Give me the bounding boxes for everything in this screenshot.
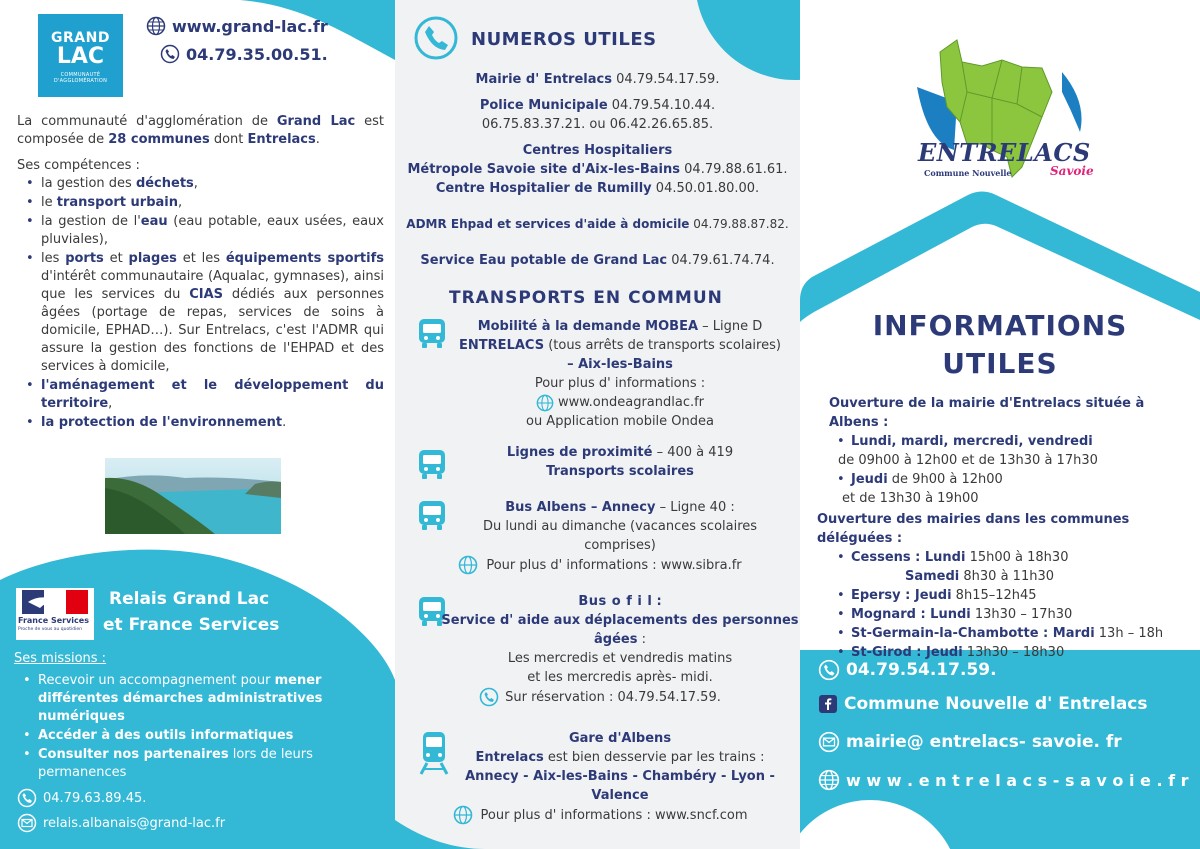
bold-text: la protection de l'environnement xyxy=(41,415,283,430)
text xyxy=(905,567,1197,586)
missions-label: Ses missions : xyxy=(14,651,107,666)
text xyxy=(440,462,800,481)
text: : xyxy=(656,594,662,609)
france-services-logo xyxy=(16,588,94,640)
text: , xyxy=(177,195,183,210)
bold-text: l'aménagement et le développement du territoire xyxy=(41,378,384,411)
text: – Aix-les-Bains xyxy=(567,357,673,372)
bold-text: plages xyxy=(128,251,177,266)
entrelacs-logo-sub: Commune Nouvelle xyxy=(924,168,1012,178)
deleguees-hours xyxy=(817,510,1197,662)
grand-lac-phone[interactable]: 04.79.35.00.51. xyxy=(186,44,328,64)
text xyxy=(440,317,800,336)
text: de 09h00 à 12h00 et de 13h30 à 17h30 xyxy=(838,453,1098,468)
france-services-tagline: Proche de vous au quotidien xyxy=(18,627,83,632)
relais-phone-line[interactable] xyxy=(17,788,146,808)
bold-text: Cessens : Lundi xyxy=(851,550,966,565)
text: Annecy - Aix-les-Bains - Chambéry - Lyon - Valence xyxy=(465,769,775,803)
text xyxy=(440,748,800,767)
proximite-entry xyxy=(440,443,800,481)
text: Recevoir un accompagnement pour xyxy=(38,673,275,688)
text: Mairie d' Entrelacs xyxy=(475,72,612,87)
missions-section xyxy=(14,650,344,783)
police-entry xyxy=(395,96,800,134)
bold-text: transport urbain xyxy=(56,195,178,210)
entrelacs-logo xyxy=(912,32,1092,187)
phone-icon xyxy=(160,44,180,64)
text: 04.79.61.74.74. xyxy=(667,253,775,268)
text: et xyxy=(103,251,129,266)
logo-line-lac: LAC xyxy=(56,44,105,69)
entrelacs-website-line[interactable] xyxy=(818,769,1189,791)
ondea-website[interactable]: www.ondeagrandlac.fr xyxy=(557,395,705,410)
list-item xyxy=(41,377,384,413)
text: 04.79.54.17.59. xyxy=(611,72,720,87)
text: 04.50.01.80.00. xyxy=(651,181,760,196)
text: Service Eau potable de Grand Lac xyxy=(420,253,668,268)
facebook-page[interactable]: Commune Nouvelle d' Entrelacs xyxy=(844,694,1148,714)
text: ADMR Ehpad et services d'aide à domicile xyxy=(406,217,690,231)
sibra-info[interactable]: Pour plus d' informations : www.sibra.fr xyxy=(486,557,742,573)
facebook-line[interactable] xyxy=(818,694,1148,714)
text: Bus Albens – Annecy xyxy=(505,500,656,515)
text: 04.79.88.87.82. xyxy=(689,217,789,231)
entrelacs-website[interactable]: w w w . e n t r e l a c s - s a v o i e . f r xyxy=(846,770,1189,790)
text: Métropole Savoie site d'Aix-les-Bains xyxy=(407,162,681,177)
text: Ouverture de la mairie d'Entrelacs située à Albens : xyxy=(829,396,1145,430)
text: Centres Hospitaliers xyxy=(522,143,673,158)
bold-text: Lundi, mardi, mercredi, vendredi xyxy=(851,434,1093,449)
text xyxy=(440,443,800,462)
text xyxy=(395,160,800,179)
mairie-email[interactable]: mairie@ entrelacs- savoie. fr xyxy=(846,732,1122,752)
bold-text: ports xyxy=(65,251,104,266)
bold-text: St-Germain-la-Chambotte : Mardi xyxy=(851,626,1095,641)
france-services-name: France Services xyxy=(18,616,89,625)
bold-text: Accéder à des outils informatiques xyxy=(38,728,294,743)
list-item xyxy=(851,470,1189,489)
text xyxy=(395,179,800,198)
text: – Ligne 40 : xyxy=(655,500,735,515)
phone-icon xyxy=(818,659,840,681)
intro-bold: Entrelacs xyxy=(247,132,316,147)
globe-icon xyxy=(146,16,166,36)
text: 13h – 18h xyxy=(1094,626,1164,641)
relais-email[interactable]: relais.albanais@grand-lac.fr xyxy=(43,815,226,831)
text: 15h00 à 18h30 xyxy=(965,550,1069,565)
phone-circle-icon xyxy=(413,15,459,61)
list-item xyxy=(38,727,344,745)
bold-text: CIAS xyxy=(189,287,224,302)
text: : xyxy=(637,632,646,647)
busofil-reservation[interactable]: Sur réservation : 04.79.54.17.59. xyxy=(505,689,721,705)
intro-bold: Grand Lac xyxy=(276,114,356,129)
text xyxy=(440,611,800,649)
lake-photo xyxy=(105,458,281,534)
list-item xyxy=(41,175,384,193)
text: Samedi xyxy=(905,569,960,584)
busofil-entry xyxy=(440,592,800,707)
intro-text: La communauté d'agglomération de xyxy=(17,114,277,129)
bold-text: eau xyxy=(140,214,168,229)
list-item xyxy=(38,746,344,782)
admr-entry xyxy=(395,215,800,234)
mairie-phone-line[interactable] xyxy=(818,659,997,681)
bold-text: St-Girod : Jeudi xyxy=(851,645,963,660)
phone-icon xyxy=(479,687,499,707)
bold-text: Mognard : Lundi xyxy=(851,607,971,622)
text: Du lundi au dimanche (vacances scolaires comprises) xyxy=(482,519,758,553)
sncf-info[interactable]: Pour plus d' informations : www.sncf.com xyxy=(480,807,748,823)
globe-icon xyxy=(536,394,554,412)
text: Service d' aide aux déplacements des personnes âgées xyxy=(441,613,799,647)
text: 13h30 – 18h30 xyxy=(962,645,1065,660)
albens-hours xyxy=(829,394,1189,508)
bold-text: Jeudi xyxy=(851,472,888,487)
list-item xyxy=(851,586,1197,605)
text xyxy=(440,393,800,412)
text: Lignes de proximité xyxy=(506,445,653,460)
text: lors de leurs permanences xyxy=(38,747,313,780)
text: – 400 à 419 xyxy=(652,445,734,460)
text xyxy=(440,498,800,517)
text: 13h30 – 17h30 xyxy=(970,607,1073,622)
phone-icon xyxy=(17,788,37,808)
bold-text: équipements sportifs xyxy=(225,251,384,266)
text: d'intérêt communautaire (Aqualac, gymnases), ainsi que les services du xyxy=(41,269,384,302)
grand-lac-website-line[interactable] xyxy=(146,16,328,36)
text: Transports scolaires xyxy=(546,464,694,479)
info-title-line2: UTILES xyxy=(942,347,1058,380)
globe-icon xyxy=(453,805,473,825)
bold-text: Consulter nos partenaires xyxy=(38,747,229,762)
facebook-icon xyxy=(818,694,838,714)
grand-lac-logo xyxy=(38,14,123,97)
relais-title-line2: et France Services xyxy=(103,615,280,635)
text: (tous arrêts de transports scolaires) xyxy=(544,338,781,353)
list-item xyxy=(38,672,344,726)
text xyxy=(440,355,800,374)
competences-list xyxy=(41,175,384,432)
text: Pour plus d' informations : xyxy=(534,376,706,391)
mairie-entry xyxy=(395,70,800,89)
text xyxy=(440,729,800,748)
intro-bold: 28 communes xyxy=(108,132,210,147)
text: Les mercredis et vendredis matins xyxy=(507,651,733,666)
text xyxy=(400,805,800,825)
bold-text: Epersy : Jeudi xyxy=(851,588,952,603)
globe-icon xyxy=(458,555,478,575)
text xyxy=(395,141,800,160)
relais-title xyxy=(103,586,279,638)
text xyxy=(817,510,1197,548)
text: ou Application mobile Ondea xyxy=(525,414,714,429)
intro-text: dont xyxy=(209,132,248,147)
list-item xyxy=(41,414,384,432)
competences-label: Ses compétences : xyxy=(17,158,140,173)
text: 04.79.54.10.44. xyxy=(607,98,716,113)
text xyxy=(829,394,1189,432)
list-item xyxy=(851,624,1197,643)
eau-entry xyxy=(395,251,800,270)
text xyxy=(400,687,800,707)
list-item xyxy=(851,432,1189,451)
hospitaliers-entry xyxy=(395,141,800,198)
missions-list xyxy=(38,672,344,782)
logo-line-communaute: COMMUNAUTÉ D'AGGLOMÉRATION xyxy=(53,72,108,84)
globe-icon xyxy=(818,769,840,791)
mairie-email-line[interactable] xyxy=(818,731,1122,753)
email-icon xyxy=(17,813,37,833)
grand-lac-website[interactable]: www.grand-lac.fr xyxy=(172,16,328,36)
text: 04.79.88.61.61. xyxy=(680,162,788,177)
intro-text: est composée de xyxy=(17,114,384,147)
text: Centre Hospitalier de Rumilly xyxy=(435,181,652,196)
text xyxy=(440,767,800,805)
text: ENTRELACS xyxy=(459,338,545,353)
top-teal-circle xyxy=(695,0,800,80)
info-title-line1: INFORMATIONS xyxy=(872,309,1128,342)
list-item xyxy=(41,194,384,212)
info-title xyxy=(800,307,1200,383)
grand-lac-phone-line[interactable] xyxy=(160,44,328,64)
intro-paragraph xyxy=(17,113,384,149)
entrelacs-logo-region: Savoie xyxy=(1050,164,1094,178)
numeros-title: NUMEROS UTILES xyxy=(471,29,657,50)
list-item xyxy=(41,250,384,376)
text: 06.75.83.37.21. ou 06.42.26.65.85. xyxy=(481,117,714,132)
intro-text: . xyxy=(315,132,320,147)
text: la gestion des xyxy=(41,176,136,191)
text: de 9h00 à 12h00 xyxy=(887,472,1003,487)
mobea-entry xyxy=(440,317,800,431)
text xyxy=(440,592,800,611)
text: Ouverture des mairies dans les communes déléguées : xyxy=(817,512,1130,546)
relais-title-line1: Relais Grand Lac xyxy=(109,589,270,609)
text: 8h15–12h45 xyxy=(951,588,1037,603)
mairie-phone[interactable]: 04.79.54.17.59. xyxy=(846,660,997,680)
list-item xyxy=(851,548,1197,567)
text: – Ligne D xyxy=(698,319,763,334)
text: les xyxy=(41,251,66,266)
bus-albens-entry xyxy=(440,498,800,575)
text: Gare d'Albens xyxy=(568,731,672,746)
list-item xyxy=(41,213,384,249)
transports-title: TRANSPORTS EN COMMUN xyxy=(449,288,723,308)
text xyxy=(440,336,800,355)
text: et de 13h30 à 19h00 xyxy=(842,491,979,506)
text: . xyxy=(282,415,287,430)
text: Bus o f i l xyxy=(578,594,653,609)
email-icon xyxy=(818,731,840,753)
logo-line-grand: GRAND xyxy=(51,30,110,46)
list-item xyxy=(851,605,1197,624)
text: dédiés aux personnes âgées (portage de repas, services de soins à domicile, EPHAD…). Sur Entrelacs, c'est l'ADMR qui assure la gestion des fonctions de l'EHPAD et des services à domicile, xyxy=(41,287,384,374)
text: est bien desservie par les trains : xyxy=(543,750,765,765)
text: la gestion de l' xyxy=(41,214,141,229)
text xyxy=(400,555,800,575)
bold-text: mener différentes démarches administratives numériques xyxy=(38,673,323,724)
relais-email-line[interactable] xyxy=(17,813,225,833)
text: Police Municipale xyxy=(479,98,608,113)
relais-phone[interactable]: 04.79.63.89.45. xyxy=(43,790,147,806)
competences-section xyxy=(17,157,384,433)
text: (eau potable, eaux usées, eaux pluviales), xyxy=(41,214,384,247)
entrelacs-logo-name: ENTRELACS xyxy=(918,138,1091,167)
text: , xyxy=(193,176,198,191)
text xyxy=(395,96,800,115)
text: Entrelacs xyxy=(475,750,544,765)
text: , xyxy=(108,396,113,411)
text: et les xyxy=(176,251,226,266)
gare-entry xyxy=(440,729,800,825)
text: et les mercredis après- midi. xyxy=(527,670,713,685)
bold-text: déchets xyxy=(135,176,194,191)
text: 8h30 à 11h30 xyxy=(959,569,1055,584)
text: Mobilité à la demande MOBEA xyxy=(477,319,699,334)
text: le xyxy=(41,195,57,210)
